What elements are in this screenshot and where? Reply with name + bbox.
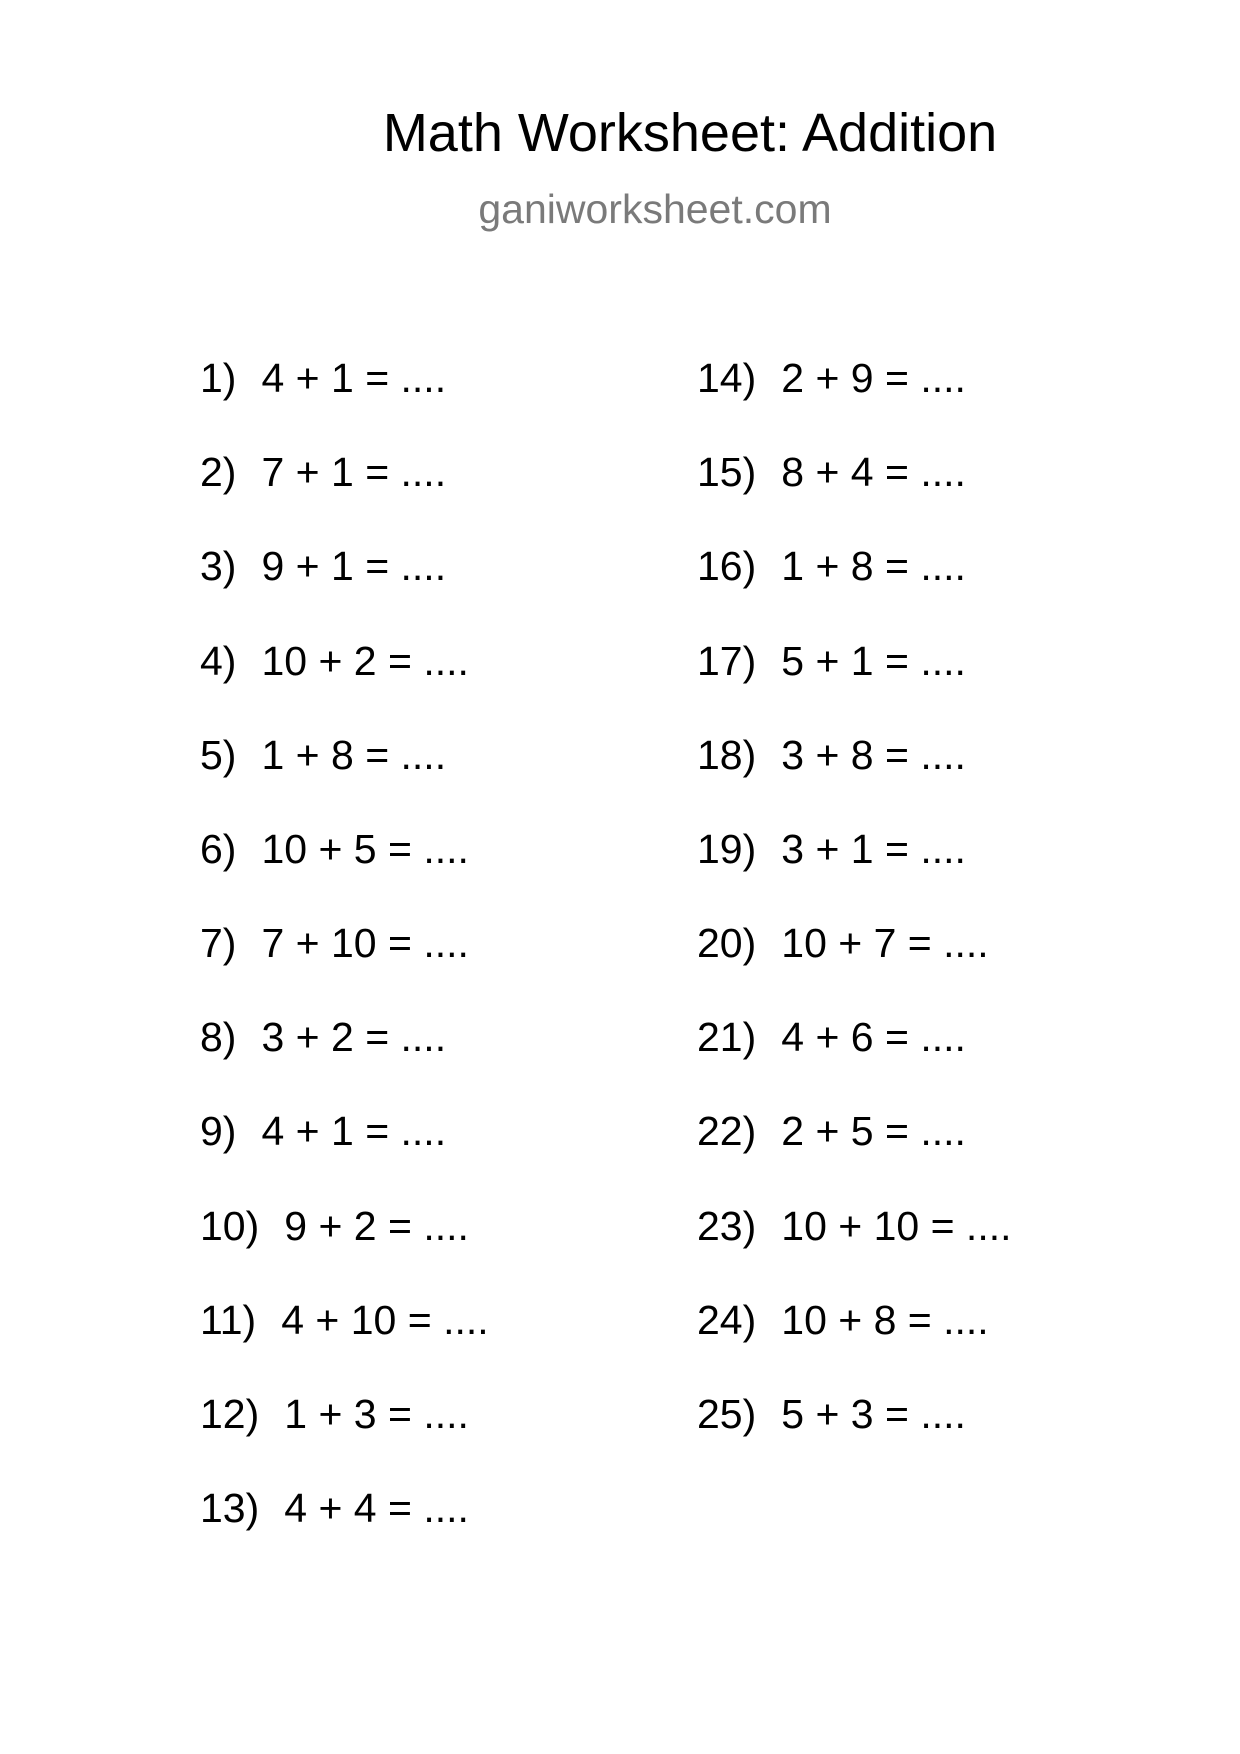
problem-expression: 8 + 4 = ....	[781, 449, 966, 495]
problem-item	[697, 913, 989, 973]
problem-expression: 9 + 2 = ....	[284, 1203, 469, 1249]
problem-expression: 1 + 8 = ....	[781, 543, 966, 589]
problem-expression: 2 + 9 = ....	[781, 355, 966, 401]
problem-item	[200, 1007, 446, 1067]
problem-expression: 4 + 1 = ....	[261, 1108, 447, 1154]
problem-item	[200, 725, 446, 785]
problem-expression: 9 + 1 = ....	[261, 543, 447, 589]
worksheet-title: Math Worksheet: Addition	[382, 103, 998, 163]
problem-number: 22)	[697, 1108, 757, 1154]
problem-item	[200, 913, 469, 973]
problem-item	[200, 1101, 446, 1161]
problem-expression: 10 + 5 = ....	[261, 826, 469, 872]
problem-expression: 10 + 10 = ....	[781, 1203, 1012, 1249]
problem-number: 19)	[697, 826, 757, 872]
problem-expression: 3 + 1 = ....	[781, 826, 966, 872]
problem-item	[697, 1290, 989, 1350]
problem-number: 11)	[200, 1297, 257, 1343]
problem-number: 8)	[200, 1014, 237, 1060]
problem-column-right	[697, 0, 1177, 1754]
problem-number: 25)	[697, 1391, 757, 1437]
problem-number: 1)	[200, 355, 237, 401]
problem-item	[200, 631, 469, 691]
problem-expression: 5 + 3 = ....	[781, 1391, 966, 1437]
problem-number: 18)	[697, 732, 757, 778]
problem-number: 4)	[200, 638, 237, 684]
problem-number: 7)	[200, 920, 237, 966]
problem-expression: 10 + 8 = ....	[781, 1297, 989, 1343]
problem-expression: 4 + 1 = ....	[261, 355, 447, 401]
problem-item	[200, 442, 446, 502]
problem-number: 17)	[697, 638, 757, 684]
problem-number: 2)	[200, 449, 237, 495]
problem-expression: 7 + 1 = ....	[261, 449, 447, 495]
problem-item	[697, 536, 966, 596]
problem-expression: 10 + 7 = ....	[781, 920, 989, 966]
problem-number: 15)	[697, 449, 757, 495]
problem-number: 12)	[200, 1391, 260, 1437]
problem-expression: 3 + 8 = ....	[781, 732, 966, 778]
problem-item	[200, 819, 469, 879]
problem-item	[697, 1101, 966, 1161]
problem-expression: 3 + 2 = ....	[261, 1014, 447, 1060]
problem-column-left	[200, 0, 680, 1754]
problem-item	[200, 536, 446, 596]
problem-item	[200, 1196, 469, 1256]
problem-expression: 4 + 6 = ....	[781, 1014, 966, 1060]
problem-item	[200, 1384, 469, 1444]
problem-item	[697, 1384, 966, 1444]
problem-expression: 4 + 4 = ....	[284, 1485, 469, 1531]
problem-expression: 4 + 10 = ....	[281, 1297, 489, 1343]
problem-expression: 2 + 5 = ....	[781, 1108, 966, 1154]
problem-item	[697, 1196, 1012, 1256]
problem-number: 3)	[200, 543, 237, 589]
problem-item	[697, 631, 966, 691]
problem-expression: 1 + 8 = ....	[261, 732, 447, 778]
problem-item	[697, 725, 966, 785]
problem-item	[697, 1007, 966, 1067]
problem-number: 23)	[697, 1203, 757, 1249]
problem-number: 13)	[200, 1485, 260, 1531]
problem-number: 16)	[697, 543, 757, 589]
problem-expression: 10 + 2 = ....	[261, 638, 469, 684]
problem-item	[697, 819, 966, 879]
problem-item	[697, 348, 966, 408]
problem-number: 5)	[200, 732, 237, 778]
problem-item	[200, 348, 446, 408]
problem-expression: 7 + 10 = ....	[261, 920, 469, 966]
problem-number: 9)	[200, 1108, 237, 1154]
problem-number: 6)	[200, 826, 237, 872]
problem-expression: 1 + 3 = ....	[284, 1391, 469, 1437]
problem-number: 21)	[697, 1014, 757, 1060]
problem-number: 20)	[697, 920, 757, 966]
problem-number: 14)	[697, 355, 757, 401]
problem-expression: 5 + 1 = ....	[781, 638, 966, 684]
problem-item	[200, 1290, 489, 1350]
problem-item	[200, 1478, 469, 1538]
problem-item	[697, 442, 966, 502]
website-label: ganiworksheet.com	[478, 186, 832, 232]
problem-number: 10)	[200, 1203, 260, 1249]
problem-number: 24)	[697, 1297, 757, 1343]
